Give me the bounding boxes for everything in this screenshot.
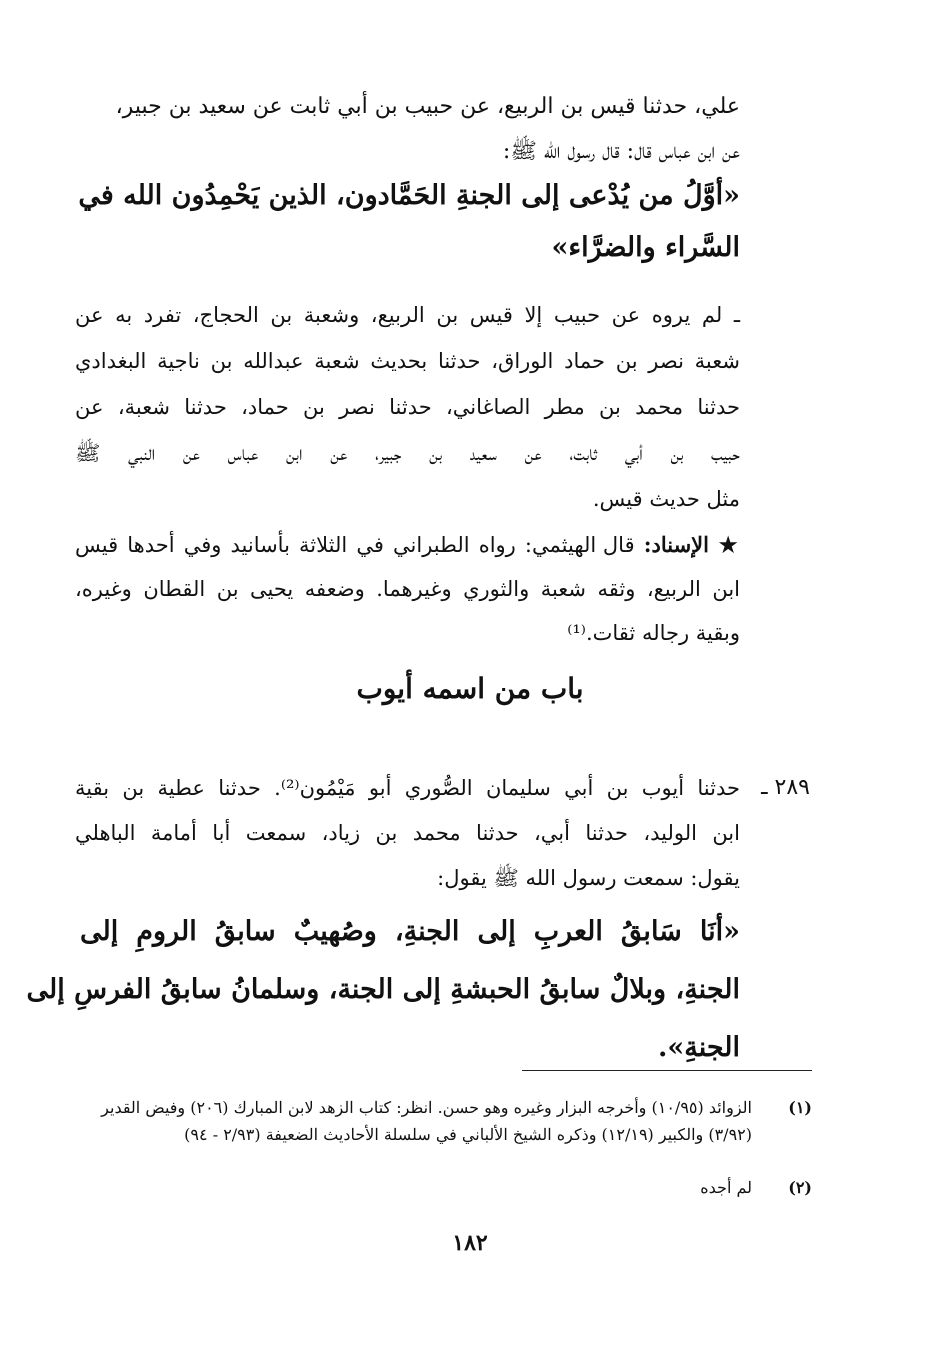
footnote-text [122,1174,752,1201]
isnad-label: ★ الإسناد: [643,532,740,557]
text-line: يقول: سمعت رسول الله ﷺ يقول: [437,866,740,890]
text-line: ابن الوليد، حدثنا أبي، حدثنا محمد بن زياد، سمعت أبا أمامة الباهلي [75,821,740,845]
hadith-text [80,170,740,274]
text-line: (٣/٩٢) والكبير (١٢/١٩) وذكره الشيخ الألباني في سلسلة الأحاديث الضعيفة (٢/٩٣ - ٩٤) [184,1125,752,1144]
text-line: «أوَّلُ من يُدْعى إلى الجنةِ الحَمَّادون، الذين يَحْمِدُون الله في [78,180,740,211]
text-line: الجنةِ، وبلالٌ سابقُ الحبشةِ إلى الجنة، وسلمانُ سابقُ الفرسِ إلى [26,974,740,1005]
footnote-marker: (٢) [788,1178,812,1197]
text-line: علي، حدثنا قيس بن الربيع، عن حبيب بن أبي ثابت عن سعيد بن جبير، [115,94,740,119]
page-number: ١٨٢ [452,1230,488,1256]
hadith-text [26,903,740,1077]
text-line: حدثنا محمد بن مطر الصاغاني، حدثنا نصر بن حماد، حدثنا شعبة، عن [75,395,740,419]
footnote-marker: (١) [788,1098,812,1117]
hadith-289-isnad [75,766,740,901]
commentary-paragraph [75,292,740,522]
text-line: الزوائد (١٠/٩٥) وأخرجه البزار وغيره وهو حسن. انظر: كتاب الزهد لابن المبارك (٢٠٦) وفيض القدير [101,1098,752,1117]
footnote [101,1094,812,1154]
text-line: «أنَا سَابقُ العربِ إلى الجنةِ، وصُهيبٌ سابقُ الرومِ إلى [80,916,740,947]
text-line: ـ لم يروه عن حبيب إلا قيس بن الربيع، وشعبة بن الحجاج، تفرد به عن [75,303,740,327]
text-line: ابن الربيع، وثقه شعبة والثوري وغيرهما. وضعفه يحيى بن القطان وغيره، [75,577,740,601]
isnad-text: قال الهيثمي: رواه الطبراني في الثلاثة بأسانيد وفي أحدها قيس [75,533,635,557]
text-line: وبقية رجاله ثقات.⁽¹⁾ [567,621,740,645]
text-line: السَّراء والضرَّاء» [551,232,740,263]
isnad-note [75,523,740,655]
hadith-number: ٢٨٩ ـ [761,775,810,800]
section-heading: باب من اسمه أيوب [356,672,584,705]
text-line: مثل حديث قيس. [592,487,740,511]
footnote [122,1174,812,1204]
footnote-text [101,1094,752,1148]
text-line: حدثنا أيوب بن أبي سليمان الصُّوري أبو مَيْمُون⁽²⁾. حدثنا عطية بن بقية [75,776,740,800]
footnote-divider [522,1070,812,1071]
isnad-paragraph [115,84,740,174]
text-line: حبيب بن أبي ثابت، عن سعيد بن جبير، عن ابن عباس عن النبي ﷺ [75,441,740,465]
text-line: الجنةِ». [657,1032,740,1063]
text-line: شعبة نصر بن حماد الوراق، حدثنا بحديث شعبة عبدالله بن ناجية البغدادي [75,349,740,373]
text-line: لم أجده [700,1178,752,1197]
text-line [75,523,740,567]
text-line: عن ابن عباس قال: قال رسول الله ﷺ: [502,139,740,164]
